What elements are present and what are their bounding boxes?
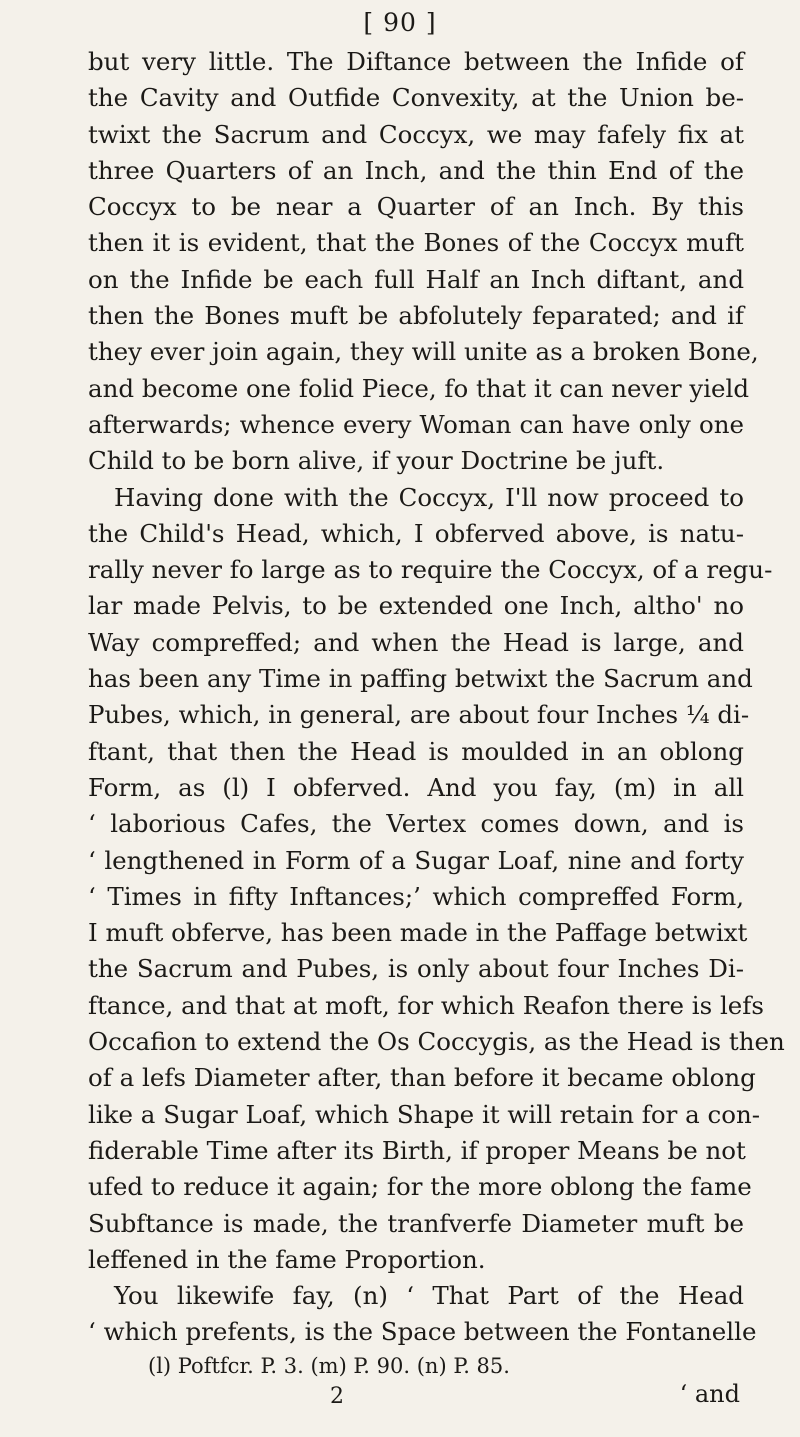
text-line: Coccyx to be near a Quarter of an Inch. By this <box>88 192 744 222</box>
text-line: ‘ Times in fifty Inftances;’ which compreffed Form, <box>88 881 744 911</box>
footnote-line: (l) Poftfcr. P. 3. (m) P. 90. (n) P. 85. <box>148 1354 510 1378</box>
text-line: rally never fo large as to require the Coccyx, of a regu- <box>88 555 773 585</box>
text-line: of a lefs Diameter after, than before it became oblong <box>88 1063 756 1093</box>
text-line: Form, as (l) I obferved. And you fay, (m) in all <box>88 772 744 802</box>
text-line: like a Sugar Loaf, which Shape it will retain for a con- <box>88 1099 761 1129</box>
text-line: ftance, and that at moft, for which Reafon there is lefs <box>88 990 764 1020</box>
text-line: the Cavity and Outfide Convexity, at the Union be- <box>88 83 744 113</box>
text-line: Subftance is made, the tranfverfe Diameter muft be <box>88 1208 744 1238</box>
text-line: they ever join again, they will unite as a broken Bone, <box>88 337 759 367</box>
text-line: ‘ which prefents, is the Space between the Fontanelle <box>88 1317 757 1347</box>
text-line: Way compreffed; and when the Head is large, and <box>88 627 744 657</box>
text-line: ‘ laborious Cafes, the Vertex comes down, and is <box>88 809 744 839</box>
text-line: on the Infide be each full Half an Inch diftant, and <box>88 264 744 294</box>
text-line: and become one folid Piece, fo that it can never yield <box>88 373 750 403</box>
text-line: Child to be born alive, if your Doctrine be juft. <box>88 446 665 476</box>
text-line: the Child's Head, which, I obferved above, is natu- <box>88 518 744 548</box>
text-line: Having done with the Coccyx, I'll now proceed to <box>114 482 744 512</box>
body-text <box>88 44 785 1351</box>
text-line: ‘ lengthened in Form of a Sugar Loaf, nine and forty <box>88 845 744 875</box>
text-line: Pubes, which, in general, are about four Inches ¼ di- <box>88 700 750 730</box>
text-line: but very little. The Diftance between the Infide of <box>88 47 744 76</box>
text-line: has been any Time in paffing betwixt the Sacrum and <box>88 664 753 694</box>
text-line: ufed to reduce it again; for the more oblong the fame <box>88 1172 752 1202</box>
text-line: Occafion to extend the Os Coccygis, as the Head is then <box>88 1027 785 1057</box>
text-line: lar made Pelvis, to be extended one Inch, altho' no <box>88 591 744 621</box>
text-line: ftant, that then the Head is moulded in an oblong <box>88 736 744 766</box>
text-line: fiderable Time after its Birth, if proper Means be not <box>88 1135 746 1165</box>
text-line: I muft obferve, has been made in the Paffage betwixt <box>88 918 748 948</box>
text-line: then the Bones muft be abfolutely feparated; and if <box>88 301 744 331</box>
signature-mark: 2 <box>330 1384 344 1409</box>
text-line: three Quarters of an Inch, and the thin End of the <box>88 155 744 185</box>
text-line: leffened in the fame Proportion. <box>88 1244 486 1274</box>
text-line: then it is evident, that the Bones of the Coccyx muft <box>88 228 744 258</box>
page-number: [ 90 ] <box>363 8 437 37</box>
text-line: the Sacrum and Pubes, is only about four Inches Di- <box>88 954 744 984</box>
text-line: You likewife fay, (n) ‘ That Part of the Head <box>114 1281 744 1311</box>
catchword: ‘ and <box>679 1380 740 1408</box>
footnotes <box>148 1351 688 1381</box>
text-line: afterwards; whence every Woman can have only one <box>88 409 744 439</box>
text-line: twixt the Sacrum and Coccyx, we may fafely fix at <box>88 119 744 149</box>
